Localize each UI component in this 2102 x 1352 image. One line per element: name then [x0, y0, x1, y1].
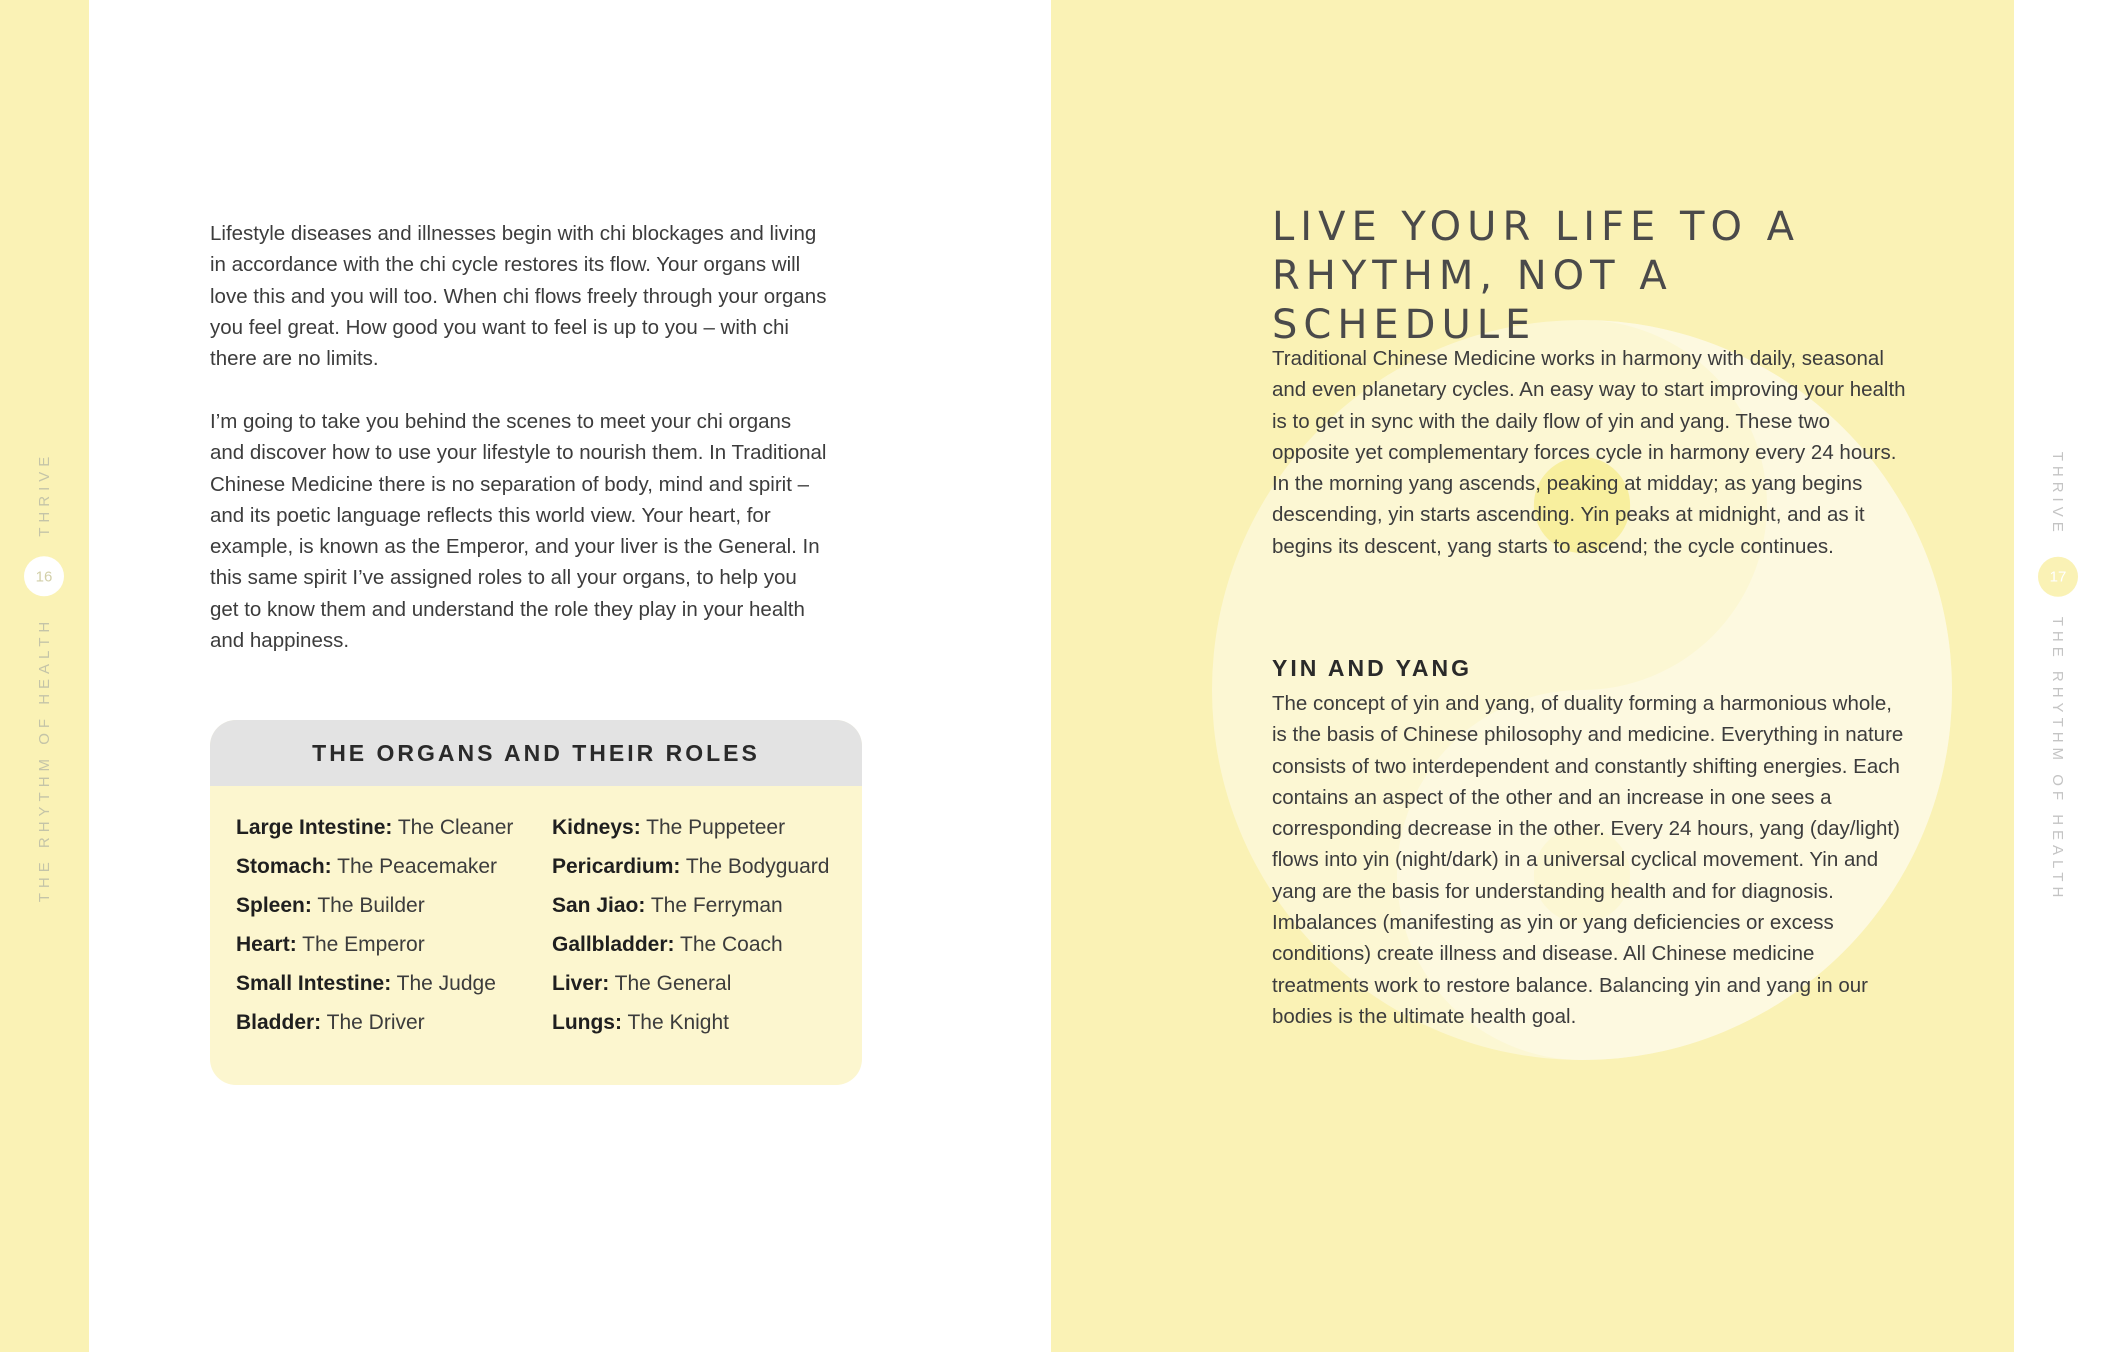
organ-row [552, 964, 829, 1003]
organ-name: Lungs: [552, 1011, 622, 1034]
organ-role: The Bodyguard [680, 855, 830, 878]
organs-roles-box [210, 720, 862, 1085]
title-line-2: RHYTHM, NOT A SCHEDULE [1272, 253, 1673, 348]
organ-role: The Builder [311, 894, 425, 917]
organ-name: Bladder: [236, 1011, 322, 1034]
organ-row [552, 847, 829, 886]
title-line-1: LIVE YOUR LIFE TO A [1272, 204, 1801, 250]
organ-role: The Peacemaker [331, 855, 498, 878]
running-head-title: THE RHYTHM OF HEALTH [35, 616, 53, 903]
running-head-chapter: THRIVE [35, 451, 53, 537]
organ-role: The Judge [391, 972, 496, 995]
organ-row [552, 925, 829, 964]
organ-role: The Ferryman [645, 894, 783, 917]
right-running-head [2038, 452, 2078, 903]
organ-row [236, 925, 513, 964]
page-number-16: 16 [24, 557, 64, 597]
right-paragraph-1: Traditional Chinese Medicine works in harmony with daily, seasonal and even planetary cycles. An easy way to start improving your health is to get in sync with the daily flow of yin and yang. These two opposite yet complementary forces cycle in harmony every 24 hours. In the morning yang ascends, peaking at midday; as yang begins descending, yin starts ascending. Yin peaks at midnight, and as it begins its descent, yang starts to ascend; the cycle continues. [1272, 347, 1906, 558]
organ-row [236, 1003, 513, 1042]
organ-name: Gallbladder: [552, 933, 675, 956]
organ-name: Large Intestine: [236, 816, 393, 839]
organ-row [552, 886, 829, 925]
running-head-title: THE RHYTHM OF HEALTH [2049, 616, 2067, 903]
organ-name: Spleen: [236, 894, 312, 917]
organ-name: San Jiao: [552, 894, 646, 917]
left-paragraph-2: I’m going to take you behind the scenes to meet your chi organs and discover how to use your lifestyle to nourish them. In Traditional Chinese Medicine there is no separation of body, mind and spirit – and its poetic language reflects this world view. Your heart, for example, is known as the Emperor, and your liver is the General. In this same spirit I’ve assigned roles to all your organs, to help you get to know them and understand the role they play in your health and happiness. [210, 410, 827, 653]
organ-row [236, 886, 513, 925]
page-title [1272, 203, 1932, 350]
right-paragraph-2: The concept of yin and yang, of duality forming a harmonious whole, is the basis of Chinese philosophy and medicine. Everything in nature consists of two interdependent and constantly shifting energies. Each contains an aspect of the other and an increase in one sees a corresponding decrease in the other. Every 24 hours, yang (day/light) flows into yin (night/dark) in a universal cyclical movement. Yin and yang are the basis for understanding health and for diagnosis. Imbalances (manifesting as yin or yang deficiencies or excess conditions) create illness and disease. All Chinese medicine treatments work to restore balance. Balancing yin and yang in our bodies is the ultimate health goal. [1272, 692, 1904, 1028]
organ-row [552, 1003, 829, 1042]
subheading-yin-yang: YIN AND YANG [1272, 655, 1473, 681]
organ-role: The Driver [321, 1011, 425, 1034]
organ-name: Pericardium: [552, 855, 681, 878]
organ-role: The Cleaner [392, 816, 514, 839]
page-number-17: 17 [2038, 557, 2078, 597]
organ-role: The Puppeteer [640, 816, 786, 839]
organ-row [236, 964, 513, 1003]
organ-role: The General [609, 972, 732, 995]
organ-row [236, 808, 513, 847]
organ-name: Small Intestine: [236, 972, 392, 995]
organ-name: Stomach: [236, 855, 332, 878]
organ-name: Liver: [552, 972, 610, 995]
organ-name: Heart: [236, 933, 297, 956]
organ-row [236, 847, 513, 886]
left-running-head [24, 452, 64, 903]
organs-column-1 [236, 808, 513, 1042]
organ-role: The Knight [621, 1011, 730, 1034]
organ-name: Kidneys: [552, 816, 641, 839]
organ-role: The Coach [674, 933, 783, 956]
left-paragraph-1: Lifestyle diseases and illnesses begin with chi blockages and living in accordance with the chi cycle restores its flow. Your organs will love this and you will too. When chi flows freely through your organs you feel great. How good you want to feel is up to you – with chi there are no limits. [210, 222, 827, 371]
organ-row [552, 808, 829, 847]
running-head-chapter: THRIVE [2049, 451, 2067, 537]
organ-role: The Emperor [296, 933, 425, 956]
organs-box-heading: THE ORGANS AND THEIR ROLES [210, 720, 862, 786]
organs-column-2 [552, 808, 829, 1042]
